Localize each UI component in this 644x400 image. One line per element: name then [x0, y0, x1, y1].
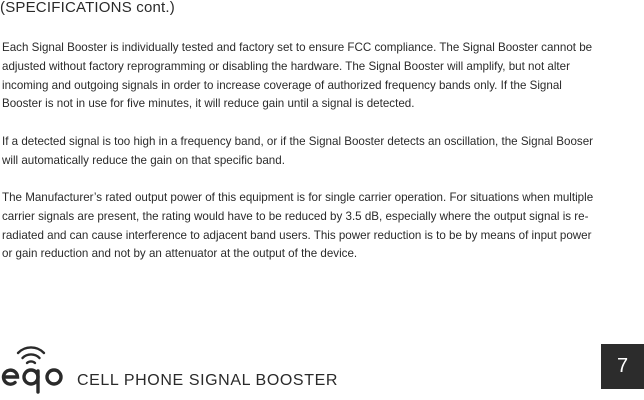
paragraph-oscillation: If a detected signal is too high in a frequency band, or if the Signal Booster detects an oscillation, the Signal Booser will automatically reduce the gain on that specific band. — [2, 134, 594, 167]
eqo-logo-with-wifi-icon — [1, 343, 69, 395]
eqo-logo — [1, 343, 69, 395]
specifications-body — [2, 39, 602, 283]
product-title: CELL PHONE SIGNAL BOOSTER — [77, 372, 338, 389]
page-number-box — [601, 344, 644, 389]
section-heading: (SPECIFICATIONS cont.) — [0, 0, 175, 16]
page-number: 7 — [616, 355, 629, 377]
paragraph-output-power: The Manufacturer’s rated output power of this equipment is for single carrier operation. For situations when multiple carrier signals are present, the rating would have to be reduced by 3.5 dB, especially where the output signal is re-radiated and can cause interference to adjacent band users. This power reduction is to be by means of input power or gain reduction and not by an attenuator at the output of the device. — [2, 190, 594, 261]
paragraph-factory-set: Each Signal Booster is individually tested and factory set to ensure FCC compliance. The Signal Booster cannot be adjusted without factory reprogramming or disabling the hardware. The Signal Booster will amplify, but not alter incoming and outgoing signals in order to increase coverage of authorized frequency bands only. If the Signal Booster is not in use for five minutes, it will reduce gain until a signal is detected. — [2, 41, 593, 111]
